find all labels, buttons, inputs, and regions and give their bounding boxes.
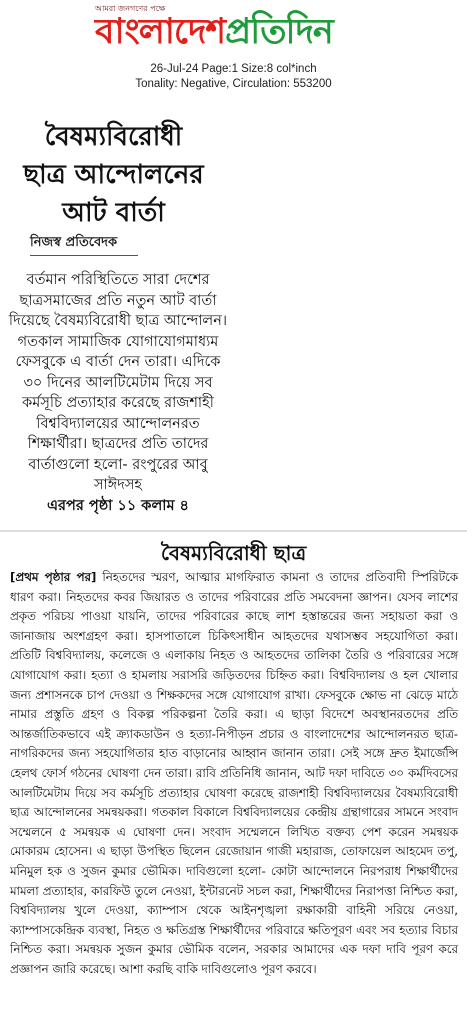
continuation-body-text: নিহতদের স্মরণ, আত্মার মাগফিরাত কামনা ও তাদের প্রতিবাদী স্পিরিটকে ধারণ করা। নিহতদের কবর জিয়ারত ও তাদের পরিবারের প্রতি সমবেদনা জ্ঞাপন। যেসব লাশের প্রকৃত পরিচয় পাওয়া যায়নি, তাদের পরিবারের কাছে লাশ হস্তান্তরের জন্য সহায়তা করা ও জানাজায় অংশগ্রহণ করা। হাসপাতালে চিকিৎসাধীন আহতদের যথাসম্ভব সহযোগিতা করা। প্রতিটি বিশ্ববিদ্যালয়, কলেজে ও এলাকায় নিহত ও আহতদের তালিকা তৈরি ও পরিবারের সঙ্গে যোগাযোগ করা। হত্যা ও হামলায় সরাসরি জড়িতদের চিহ্নিত করা। বিশ্ববিদ্যালয় ও হল খোলার জন্য প্রশাসনকে চাপ দেওয়া ও শিক্ষকদের সঙ্গে যোগাযোগ রাখা। ফেসবুকে ক্ষোভ না ঝেড়ে মাঠে নামার প্রস্তুতি গ্রহণ ও বিকল্প পরিকল্পনা তৈরি করা। এ ছাড়া বিদেশে অবস্থানরতদের প্রতি আন্তর্জাতিকভাবে এই ক্র্যাকডাউন ও হত্যা-নিপীড়ন প্রচার ও বাংলাদেশের আন্দোলনরত ছাত্র-নাগরিকদের জন্য সহযোগিতার হাত বাড়ানোর আহ্বান জানান তারা। সেই সঙ্গে দ্রুত ইমার্জেন্সি হেলথ ফোর্স গঠনের ঘোষণা দেন তারা। রাবি প্রতিনিধি জানান, আট দফা দাবিতে ৩০ কর্মদিবসের আলটিমেটাম দিয়ে সব কর্মসূচি প্রত্যাহার ঘোষণা করেছে রাজশাহী বিশ্ববিদ্যালয়ের বৈষম্যবিরোধী ছাত্র আন্দোলনের সমন্বয়করা। গতকাল বিকালে বিশ্ববিদ্যালয়ের কেন্দ্রীয় গ্রন্থাগারের সামনে সংবাদ সম্মেলনে ৫ সমন্বয়ক এ ঘোষণা দেন। সংবাদ সম্মেলনে লিখিত বক্তব্য পেশ করেন সমন্বয়ক মোকারম হোসেন। এ ছাড়া উপস্থিত ছিলেন রেজোয়ান গাজী মহারাজ, তোফায়েল আহমেদ তপু, মনিমুল হক ও সুজন কুমার ভৌমিক। দাবিগুলো হলো- কোটা আন্দোলনে নিরপরাধ শিক্ষার্থীদের মামলা প্রত্যাহার, কারফিউ তুলে নেওয়া, ইন্টারনেট সচল করা, শিক্ষার্থীদের নিরাপত্তা নিশ্চিত করা, বিশ্ববিদ্যালয় খুলে দেওয়া, ক্যাম্পাস থেকে আইনশৃঙ্খলা রক্ষাকারী বাহিনী সরিয়ে নেওয়া, ক্যাম্পাসকেন্দ্রিক ব্যবস্থা, নিহত ও ক্ষতিগ্রস্ত শিক্ষার্থীদের পরিবারে ক্ষতিপূরণ এবং সব হত্যার বিচার নিশ্চিত করা। সমন্বয়ক সুজন কুমার ভৌমিক বলেন, সরকার আমাদের এক দফা দাবি পূরণ করে প্রজ্ঞাপন জারি করেছে। আশা করছি বাকি দাবিগুলোও পূরণ করবে।: [10, 570, 459, 976]
byline-underline: [30, 255, 138, 256]
masthead-tagline: আমরা জনগণের পক্ষে: [95, 4, 166, 13]
headline-line-3: আট বার্তা: [62, 198, 165, 228]
lede-text: বর্তমান পরিস্থিতিতে সারা দেশের ছাত্রসমাজের প্রতি নতুন আট বার্তা দিয়েছে বৈষম্যবিরোধী ছাত্র আন্দোলন। গতকাল সামাজিক যোগাযোগমাধ্যম ফেসবুকে এ বার্তা দেন তারা। এদিকে ৩০ দিনের আলটিমেটাম দিয়ে সব কর্মসূচি প্রত্যাহার করেছে রাজশাহী বিশ্ববিদ্যালয়ের আন্দোলনরত শিক্ষার্থীরা। ছাত্রদের প্রতি তাদের বার্তাগুলো হলো- রংপুরের আবু সাঈদসহ: [8, 272, 228, 493]
logo-red-part: বাংলাদেশ: [95, 12, 226, 52]
article-byline: নিজস্ব প্রতিবেদক: [30, 235, 118, 250]
continuation-body: [10, 568, 458, 979]
masthead: [0, 0, 467, 92]
article-lede: [8, 270, 228, 516]
continuation-tag: [প্রথম পৃষ্ঠার পর]: [10, 570, 97, 584]
article-headline: [0, 118, 227, 232]
continuation-heading: বৈষম্যবিরোধী ছাত্র: [160, 541, 307, 565]
logo-green-part: প্রতিদিন: [225, 12, 333, 52]
newspaper-logo: [95, 12, 333, 52]
headline-line-2: ছাত্র আন্দোলনের: [23, 160, 204, 190]
clip-meta-line-1: 26-Jul-24 Page:1 Size:8 col*inch: [150, 63, 317, 75]
headline-line-1: বৈষম্যবিরোধী: [44, 122, 183, 152]
section-divider: [0, 530, 467, 532]
clip-meta-line-2: Tonality: Negative, Circulation: 553200: [135, 78, 332, 90]
continued-on-note: এরপর পৃষ্ঠা ১১ কলাম ৪: [47, 497, 189, 514]
